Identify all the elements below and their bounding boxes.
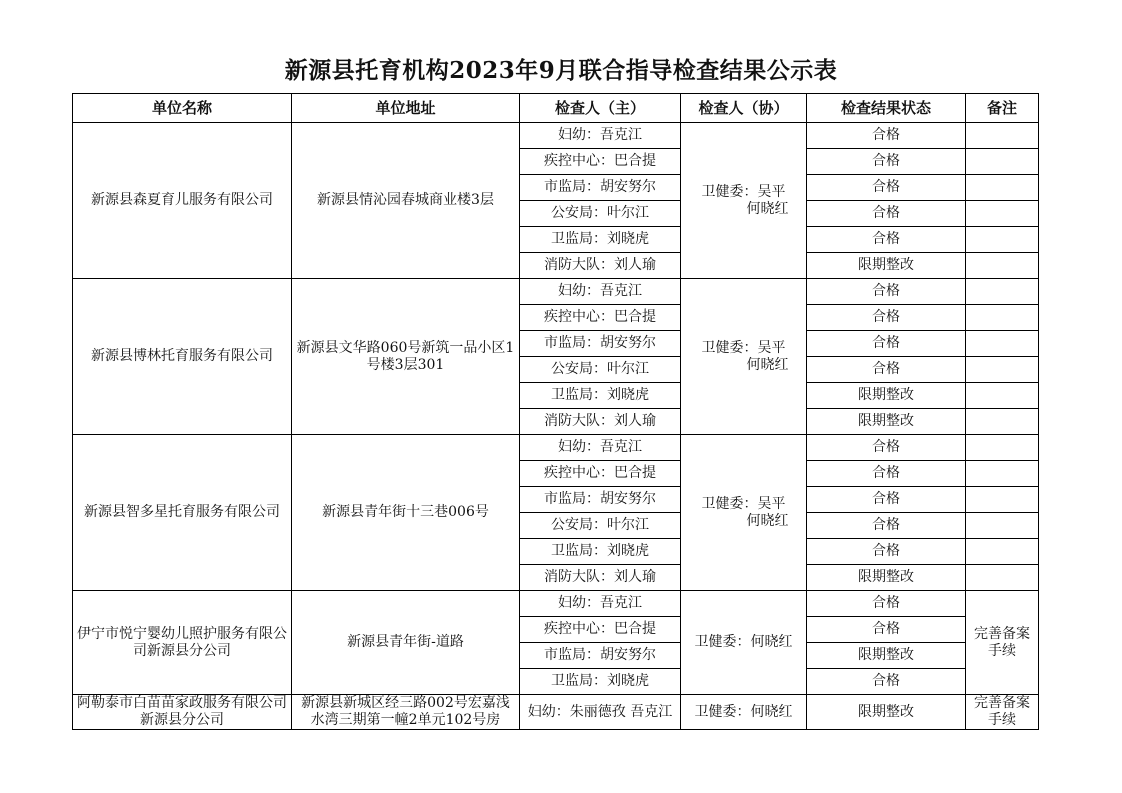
header-remark: 备注 bbox=[966, 94, 1039, 123]
remark-cell bbox=[966, 513, 1039, 539]
remark-cell bbox=[966, 357, 1039, 383]
status-cell: 限期整改 bbox=[807, 383, 966, 409]
remark-cell bbox=[966, 383, 1039, 409]
remark-cell bbox=[966, 149, 1039, 175]
inspector-main-cell: 疾控中心：巴合提 bbox=[520, 461, 681, 487]
status-cell: 合格 bbox=[807, 357, 966, 383]
remark-cell bbox=[966, 175, 1039, 201]
inspector-main-cell: 妇幼：吾克江 bbox=[520, 123, 681, 149]
inspector-main-cell: 卫监局：刘晓虎 bbox=[520, 669, 681, 695]
inspector-main-cell: 妇幼：吾克江 bbox=[520, 279, 681, 305]
header-status: 检查结果状态 bbox=[807, 94, 966, 123]
inspector-assist-line: 何晓红 bbox=[746, 512, 789, 529]
inspector-main-cell: 疾控中心：巴合提 bbox=[520, 149, 681, 175]
inspector-assist-cell bbox=[681, 591, 807, 695]
remark-cell bbox=[966, 279, 1039, 305]
page-title: 新源县托育机构2023年9月联合指导检查结果公示表 bbox=[284, 57, 838, 84]
status-cell: 合格 bbox=[807, 331, 966, 357]
inspector-main-cell: 消防大队：刘人瑜 bbox=[520, 253, 681, 279]
status-cell: 限期整改 bbox=[807, 643, 966, 669]
address-cell: 新源县文华路060号新筑一品小区1号楼3层301 bbox=[292, 279, 520, 435]
inspector-main-cell: 妇幼：朱丽德孜 吾克江 bbox=[520, 695, 681, 730]
header-inspector-main: 检查人（主） bbox=[520, 94, 681, 123]
inspector-main-cell: 公安局：叶尔江 bbox=[520, 357, 681, 383]
inspector-assist-cell bbox=[681, 123, 807, 279]
status-cell: 限期整改 bbox=[807, 695, 966, 730]
remark-cell bbox=[966, 227, 1039, 253]
remark-cell bbox=[966, 435, 1039, 461]
header-inspector-assist: 检查人（协） bbox=[681, 94, 807, 123]
status-cell: 合格 bbox=[807, 279, 966, 305]
status-cell: 合格 bbox=[807, 539, 966, 565]
inspector-assist-line: 何晓红 bbox=[746, 356, 789, 373]
inspector-assist-cell bbox=[681, 695, 807, 730]
remark-cell bbox=[966, 305, 1039, 331]
inspector-assist-line: 卫健委：吴平 bbox=[701, 339, 786, 356]
inspector-main-cell: 妇幼：吾克江 bbox=[520, 435, 681, 461]
header-unit-name: 单位名称 bbox=[73, 94, 292, 123]
inspector-assist-line: 何晓红 bbox=[746, 200, 789, 217]
status-cell: 合格 bbox=[807, 669, 966, 695]
table-row bbox=[73, 435, 1039, 461]
inspector-assist-line: 卫健委：何晓红 bbox=[694, 634, 793, 650]
inspector-main-cell: 市监局：胡安努尔 bbox=[520, 487, 681, 513]
address-cell: 新源县青年街十三巷006号 bbox=[292, 435, 520, 591]
header-address: 单位地址 bbox=[292, 94, 520, 123]
inspector-main-cell: 疾控中心：巴合提 bbox=[520, 617, 681, 643]
remark-cell: 完善备案手续 bbox=[966, 591, 1039, 695]
inspector-main-cell: 消防大队：刘人瑜 bbox=[520, 565, 681, 591]
address-cell: 新源县情沁园春城商业楼3层 bbox=[292, 123, 520, 279]
remark-cell bbox=[966, 253, 1039, 279]
table-body bbox=[73, 123, 1039, 730]
inspector-main-cell: 卫监局：刘晓虎 bbox=[520, 383, 681, 409]
inspector-main-cell: 公安局：叶尔江 bbox=[520, 201, 681, 227]
inspector-main-cell: 卫监局：刘晓虎 bbox=[520, 227, 681, 253]
status-cell: 合格 bbox=[807, 591, 966, 617]
status-cell: 合格 bbox=[807, 513, 966, 539]
inspector-assist-cell bbox=[681, 279, 807, 435]
status-cell: 合格 bbox=[807, 487, 966, 513]
remark-cell: 完善备案手续 bbox=[966, 695, 1039, 730]
inspector-main-cell: 消防大队：刘人瑜 bbox=[520, 409, 681, 435]
header-row bbox=[73, 94, 1039, 123]
status-cell: 合格 bbox=[807, 227, 966, 253]
remark-cell bbox=[966, 409, 1039, 435]
unit-name-cell: 阿勒泰市白苗苗家政服务有限公司新源县分公司 bbox=[73, 695, 292, 730]
inspector-main-cell: 市监局：胡安努尔 bbox=[520, 175, 681, 201]
status-cell: 限期整改 bbox=[807, 253, 966, 279]
inspector-assist-line: 卫健委：吴平 bbox=[701, 183, 786, 200]
status-cell: 合格 bbox=[807, 149, 966, 175]
unit-name-cell: 新源县智多星托育服务有限公司 bbox=[73, 435, 292, 591]
table-row bbox=[73, 279, 1039, 305]
inspector-main-cell: 疾控中心：巴合提 bbox=[520, 305, 681, 331]
remark-cell bbox=[966, 539, 1039, 565]
remark-cell bbox=[966, 461, 1039, 487]
inspector-main-cell: 妇幼：吾克江 bbox=[520, 591, 681, 617]
remark-cell bbox=[966, 123, 1039, 149]
inspector-assist-cell bbox=[681, 435, 807, 591]
remark-cell bbox=[966, 565, 1039, 591]
remark-cell bbox=[966, 487, 1039, 513]
status-cell: 合格 bbox=[807, 617, 966, 643]
status-cell: 合格 bbox=[807, 123, 966, 149]
status-cell: 限期整改 bbox=[807, 409, 966, 435]
status-cell: 合格 bbox=[807, 201, 966, 227]
inspector-main-cell: 公安局：叶尔江 bbox=[520, 513, 681, 539]
status-cell: 合格 bbox=[807, 305, 966, 331]
inspection-results-table bbox=[72, 93, 1039, 730]
address-cell: 新源县新城区经三路002号宏嘉浅水湾三期第一幢2单元102号房 bbox=[292, 695, 520, 730]
address-cell: 新源县青年街-道路 bbox=[292, 591, 520, 695]
status-cell: 合格 bbox=[807, 175, 966, 201]
inspector-main-cell: 市监局：胡安努尔 bbox=[520, 643, 681, 669]
inspector-main-cell: 卫监局：刘晓虎 bbox=[520, 539, 681, 565]
table-row bbox=[73, 123, 1039, 149]
unit-name-cell: 伊宁市悦宁婴幼儿照护服务有限公司新源县分公司 bbox=[73, 591, 292, 695]
inspector-assist-line: 卫健委：吴平 bbox=[701, 495, 786, 512]
status-cell: 合格 bbox=[807, 461, 966, 487]
status-cell: 限期整改 bbox=[807, 565, 966, 591]
remark-cell bbox=[966, 331, 1039, 357]
unit-name-cell: 新源县森夏育儿服务有限公司 bbox=[73, 123, 292, 279]
status-cell: 合格 bbox=[807, 435, 966, 461]
remark-cell bbox=[966, 201, 1039, 227]
unit-name-cell: 新源县博林托育服务有限公司 bbox=[73, 279, 292, 435]
table-row bbox=[73, 695, 1039, 730]
table-row bbox=[73, 591, 1039, 617]
inspector-assist-line: 卫健委：何晓红 bbox=[694, 703, 793, 720]
inspector-main-cell: 市监局：胡安努尔 bbox=[520, 331, 681, 357]
